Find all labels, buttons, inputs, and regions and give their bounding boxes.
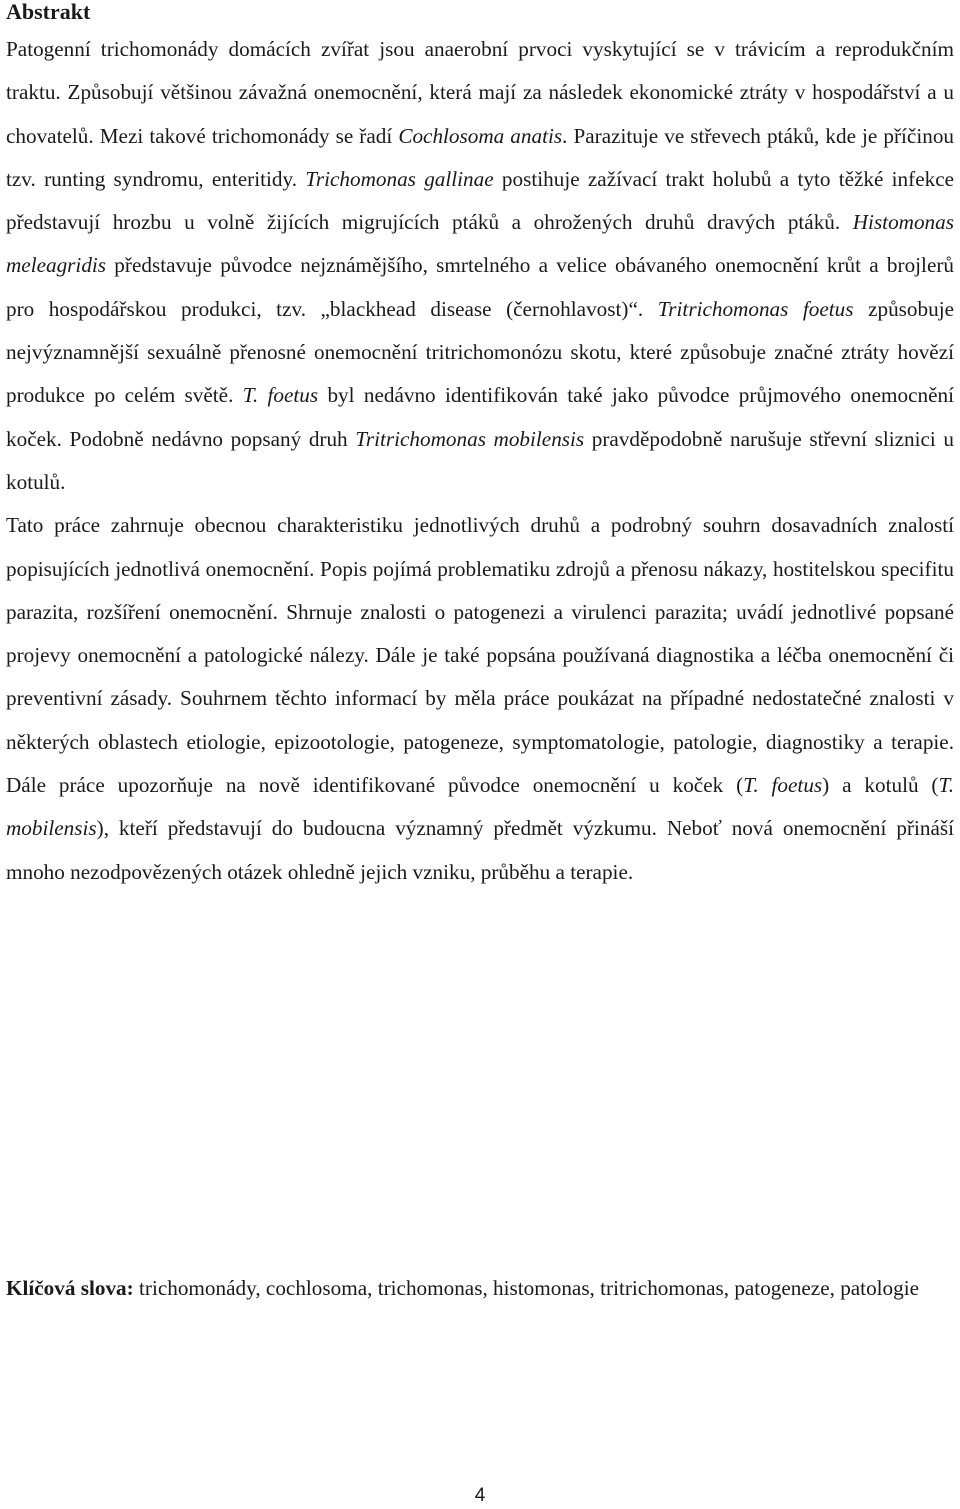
species-name: Tritrichomonas mobilensis	[355, 426, 585, 451]
text-run: . Parazituje ve střevech ptáků, kde je příčinou tzv. runting syndromu, enteritidy.	[6, 123, 955, 191]
abstract-heading: Abstrakt	[6, 0, 91, 24]
abstract-paragraph-2	[6, 504, 954, 894]
text-run: ) a kotulů (	[822, 773, 939, 798]
species-name: Histomonas meleagridis	[6, 210, 954, 278]
document-page	[6, 0, 954, 894]
species-name: Trichomonas gallinae	[305, 166, 494, 191]
species-name: T. mobilensis	[6, 773, 955, 841]
text-run: představuje původce nejznámějšího, smrtelného a velice obávaného onemocnění krůt a brojlerů pro hospodářskou produkci, tzv. „blackhead disease (černohlavost)“.	[6, 253, 954, 321]
text-run: Patogenní trichomonády domácích zvířat jsou anaerobní prvoci vyskytující se v trávicím a reprodukčním traktu. Způsobují většinou závažná onemocnění, která mají za následek ekonomické ztráty v hospodářství a u chovatelů. Mezi takové trichomonády se řadí	[6, 37, 954, 148]
keywords-text: trichomonády, cochlosoma, trichomonas, histomonas, tritrichomonas, patogeneze, patologie	[133, 1276, 920, 1300]
species-name: T. foetus	[242, 383, 319, 408]
abstract-paragraph-1	[6, 28, 954, 504]
text-run: Tato práce zahrnuje obecnou charakteristiku jednotlivých druhů a podrobný souhrn dosavadních znalostí popisujících jednotlivá onemocnění. Popis pojímá problematiku zdrojů a přenosu nákazy, hostitelskou specifitu parazita, rozšíření onemocnění. Shrnuje znalosti o patogenezi a virulenci parazita; uvádí jednotlivé popsané projevy onemocnění a patologické nálezy. Dále je také popsána používaná diagnostika a léčba onemocnění či preventivní zásady. Souhrnem těchto informací by měla práce poukázat na případné nedostatečné znalosti v některých oblastech etiologie, epizootologie, patogeneze, symptomatologie, patologie, diagnostiky a terapie. Dále práce upozorňuje na nově identifikované původce onemocnění u koček (	[6, 513, 954, 798]
text-run: ), kteří představují do budoucna významný předmět výzkumu. Neboť nová onemocnění přináší mnoho nezodpovězených otázek ohledně jejich vzniku, průběhu a terapie.	[6, 816, 954, 884]
species-name: Cochlosoma anatis	[398, 123, 563, 148]
text-run: pravděpodobně narušuje střevní sliznici u kotulů.	[6, 426, 954, 494]
species-name: T. foetus	[743, 773, 823, 798]
species-name: Tritrichomonas foetus	[657, 296, 854, 321]
text-run: postihuje zažívací trakt holubů a tyto těžké infekce představují hrozbu u volně žijících migrujících ptáků a ohrožených druhů dravých ptáků.	[6, 166, 955, 235]
page-number: 4	[474, 1485, 486, 1506]
keywords-line	[6, 1267, 954, 1310]
text-run: byl nedávno identifikován také jako původce průjmového onemocnění koček. Podobně nedávno popsaný druh	[6, 383, 954, 451]
keywords-label: Klíčová slova:	[6, 1276, 134, 1300]
text-run: způsobuje nejvýznamnější sexuálně přenosné onemocnění tritrichomonózu skotu, které způsobuje značné ztráty hovězí produkce po celém světě.	[6, 296, 954, 408]
